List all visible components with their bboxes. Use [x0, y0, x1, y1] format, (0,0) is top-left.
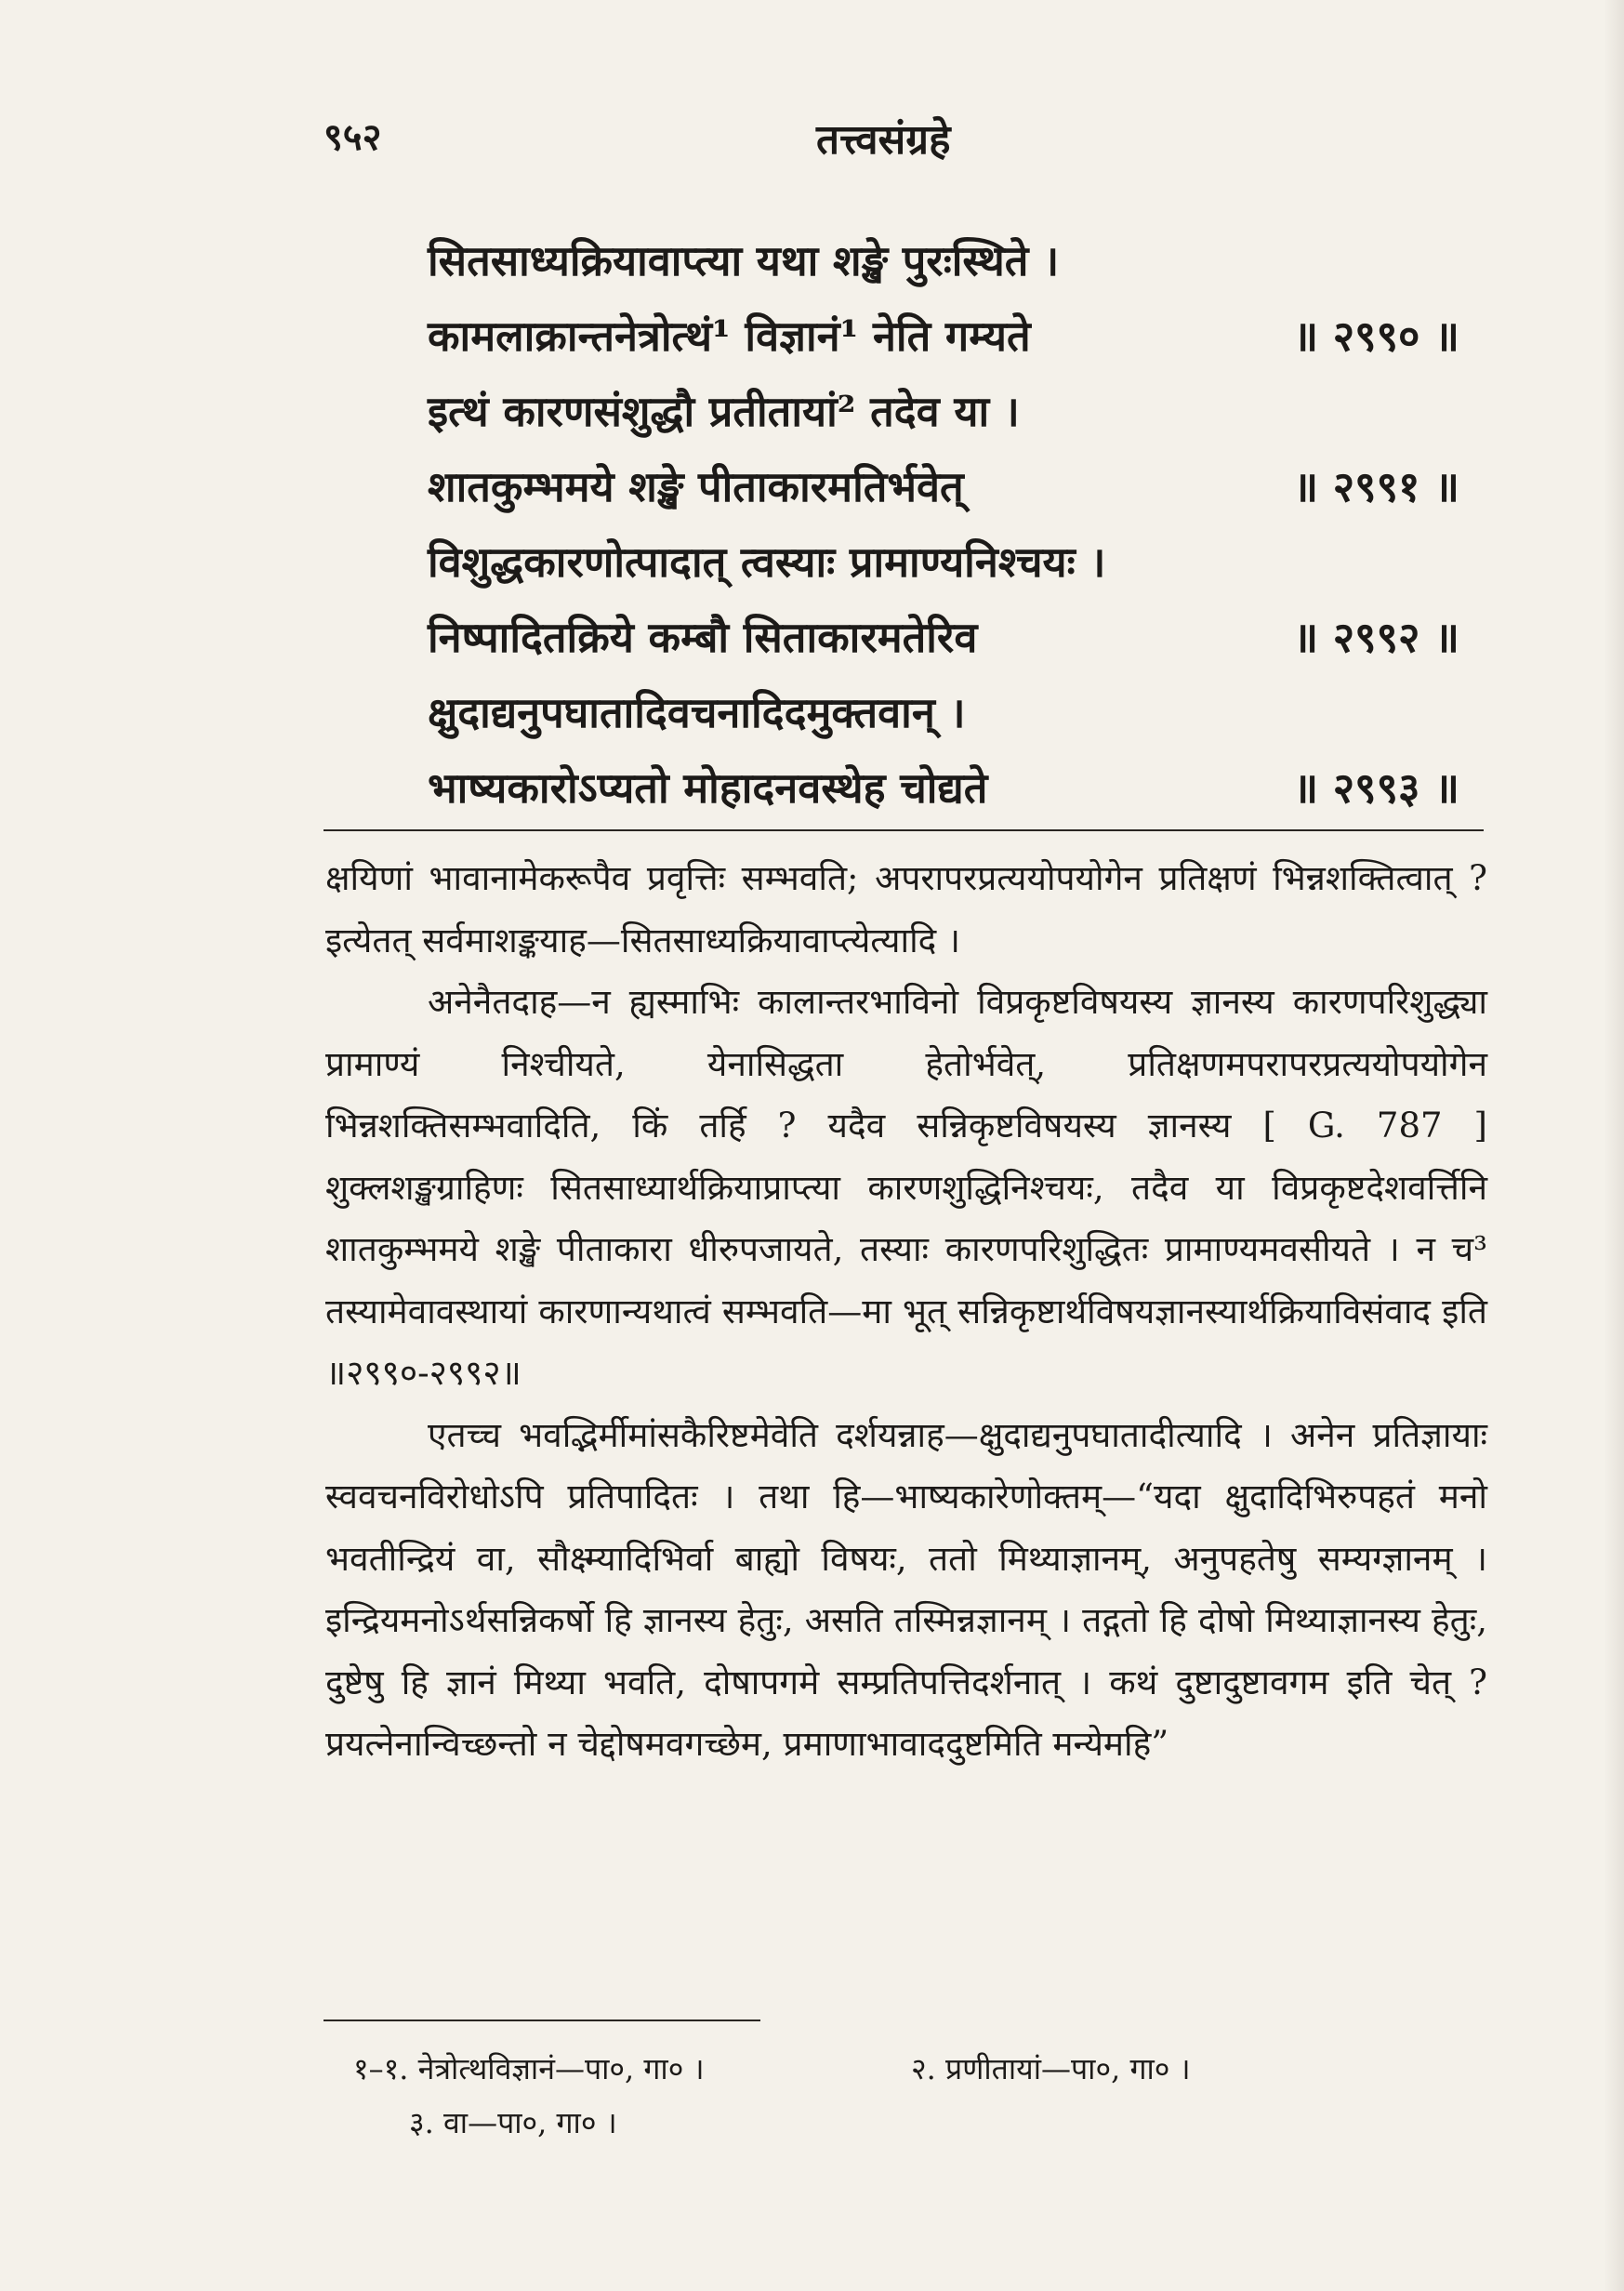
running-title: तत्त्वसंग्रहे — [816, 116, 951, 164]
page-edge-shadow — [1604, 0, 1624, 2291]
commentary-paragraph: अनेनैतदाह—न ह्यस्माभिः कालान्तरभाविनो विप्रकृष्टविषयस्य ज्ञानस्य कारणपरिशुद्ध्या प्रामाण्यं निश्चीयते, येनासिद्धता हेतोर्भवेत्, प्रतिक्षणमपरापरप्रत्ययोपयोगेन भिन्नशक्तिसम्भवादिति, किं तर्हि ? यदैव सन्निकृष्टविषयस्य ज्ञानस्य [ G. 787 ] शुक्लशङ्खग्राहिणः सितसाध्यार्थक्रियाप्राप्त्या कारणशुद्धिनिश्चयः, तदैव या विप्रकृष्टदेशवर्त्तिनि शातकुम्भमये शङ्खे पीताकारा धीरुपजायते, तस्याः कारणपरिशुद्धितः प्रामाण्यमवसीयते । न च³ तस्यामेवावस्थायां कारणान्यथात्वं सम्भवति—मा भूत् सन्निकृष्टार्थविषयज्ञानस्यार्थक्रियाविसंवाद इति ॥२९९०-२९९२॥ — [325, 982, 1487, 1393]
commentary-paragraph: क्षयिणां भावानामेकरूपैव प्रवृत्तिः सम्भवति; अपरापरप्रत्ययोपयोगेन प्रतिक्षणं भिन्नशक्तित्वात् ? इत्येतत् सर्वमाशङ्कयाह—सितसाध्यक्रियावाप्त्येत्यादि । — [325, 858, 1487, 960]
footnote-1: १–१. नेत्रोत्थविज्ञानं—पा०, गा० । — [353, 2051, 705, 2086]
footnote-2: २. प्रणीतायां—पा०, गा० । — [911, 2051, 1191, 2086]
verse-line — [428, 600, 1478, 675]
footnotes-block — [353, 2042, 1469, 2150]
verse-number: ॥ २९९० ॥ — [1293, 311, 1459, 361]
footnote-row — [353, 2096, 1469, 2150]
page-number: ९५२ — [323, 115, 382, 159]
verse-text: शातकुम्भमये शङ्खे पीताकारमतिर्भवेत् — [428, 462, 964, 511]
verse-line — [428, 449, 1478, 524]
verse-line — [428, 223, 1478, 298]
verse-text: सितसाध्यक्रियावाप्त्या यथा शङ्खे पुरःस्थिते । — [428, 236, 1060, 285]
verse-text: क्षुदाद्यनुपघातादिवचनादिदमुक्तवान् । — [428, 688, 966, 737]
verse-line — [428, 675, 1478, 750]
page-header — [323, 110, 1485, 166]
footnote-row — [353, 2042, 1469, 2096]
verse-block — [428, 223, 1478, 826]
verse-line — [428, 524, 1478, 600]
commentary-block — [325, 848, 1487, 1776]
verse-number: ॥ २९९२ ॥ — [1293, 613, 1459, 662]
verse-divider-rule — [323, 829, 1484, 831]
verse-line — [428, 374, 1478, 449]
verse-text: भाष्यकारोऽप्यतो मोहादनवस्थेह चोद्यते — [428, 763, 988, 813]
footnote-divider-rule — [323, 2020, 760, 2021]
footnote-3: ३. वा—पा०, गा० । — [409, 2105, 617, 2140]
verse-line — [428, 298, 1478, 374]
verse-text: इत्थं कारणसंशुद्धौ प्रतीतायां² तदेव या । — [428, 387, 1020, 436]
commentary-paragraph: एतच्च भवद्भिर्मीमांसकैरिष्टमेवेति दर्शयन्नाह—क्षुदाद्यनुपघातादीत्यादि । अनेन प्रतिज्ञायाः स्ववचनविरोधोऽपि प्रतिपादितः । तथा हि—भाष्यकारेणोक्तम्—“यदा क्षुदादिभिरुपहतं मनो भवतीन्द्रियं वा, सौक्ष्म्यादिभिर्वा बाह्यो विषयः, ततो मिथ्याज्ञानम्, अनुपहतेषु सम्यग्ज्ञानम् । इन्द्रियमनोऽर्थसन्निकर्षो हि ज्ञानस्य हेतुः, असति तस्मिन्नज्ञानम् । तद्गतो हि दोषो मिथ्याज्ञानस्य हेतुः, दुष्टेषु हि ज्ञानं मिथ्या भवति, दोषापगमे सम्प्रतिपत्तिदर्शनात् । कथं दुष्टादुष्टावगम इति चेत् ? प्रयत्नेनान्विच्छन्तो न चेद्दोषमवगच्छेम, प्रमाणाभावाददुष्टमिति मन्येमहि” — [325, 1414, 1487, 1764]
verse-number: ॥ २९९३ ॥ — [1293, 763, 1459, 813]
verse-text: विशुद्धकारणोत्पादात् त्वस्याः प्रामाण्यनिश्चयः । — [428, 537, 1106, 587]
verse-text: निष्पादितक्रिये कम्बौ सिताकारमतेरिव — [428, 613, 978, 662]
verse-line — [428, 750, 1478, 826]
verse-number: ॥ २९९१ ॥ — [1293, 462, 1459, 511]
verse-text: कामलाक्रान्तनेत्रोत्थं¹ विज्ञानं¹ नेति गम्यते — [428, 311, 1031, 361]
